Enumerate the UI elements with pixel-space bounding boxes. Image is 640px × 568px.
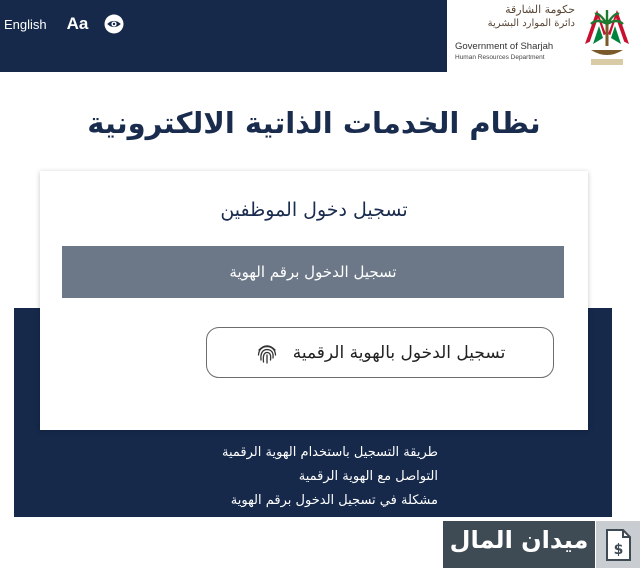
logo-arabic-line1: حكومة الشارقة (505, 3, 575, 16)
help-link-digital-id-method[interactable]: طريقة التسجيل باستخدام الهوية الرقمية (222, 445, 438, 460)
watermark-text: ميدان المال (449, 526, 589, 554)
top-header (0, 0, 640, 72)
help-links (14, 441, 438, 513)
sharjah-emblem-icon (579, 4, 635, 68)
id-number-login-button[interactable]: تسجيل الدخول برقم الهوية (62, 246, 564, 298)
login-card (40, 171, 588, 430)
money-document-icon (596, 521, 640, 568)
watermark (443, 521, 640, 568)
login-card-title: تسجيل دخول الموظفين (220, 199, 408, 221)
logo-english-line2: Human Resources Department (455, 54, 545, 61)
font-size-toggle[interactable]: Aa (66, 14, 89, 33)
svg-text:$: $ (613, 541, 624, 558)
government-logo[interactable] (447, 0, 640, 72)
language-switch-link[interactable]: English (4, 16, 47, 32)
eye-icon[interactable] (104, 14, 124, 34)
header-tools (4, 14, 124, 34)
logo-arabic-line2: دائرة الموارد البشرية (487, 18, 575, 29)
digital-id-login-label: تسجيل الدخول بالهوية الرقمية (292, 342, 506, 363)
fingerprint-icon (255, 341, 279, 365)
digital-id-login-button[interactable] (206, 327, 554, 378)
page-title: نظام الخدمات الذاتية الالكترونية (87, 106, 541, 140)
help-link-contact-digital-id[interactable]: التواصل مع الهوية الرقمية (298, 469, 438, 484)
watermark-text-box (443, 521, 595, 568)
logo-english-line1: Government of Sharjah (455, 41, 554, 52)
help-link-id-login-problem[interactable]: مشكلة في تسجيل الدخول برقم الهوية (230, 493, 438, 508)
